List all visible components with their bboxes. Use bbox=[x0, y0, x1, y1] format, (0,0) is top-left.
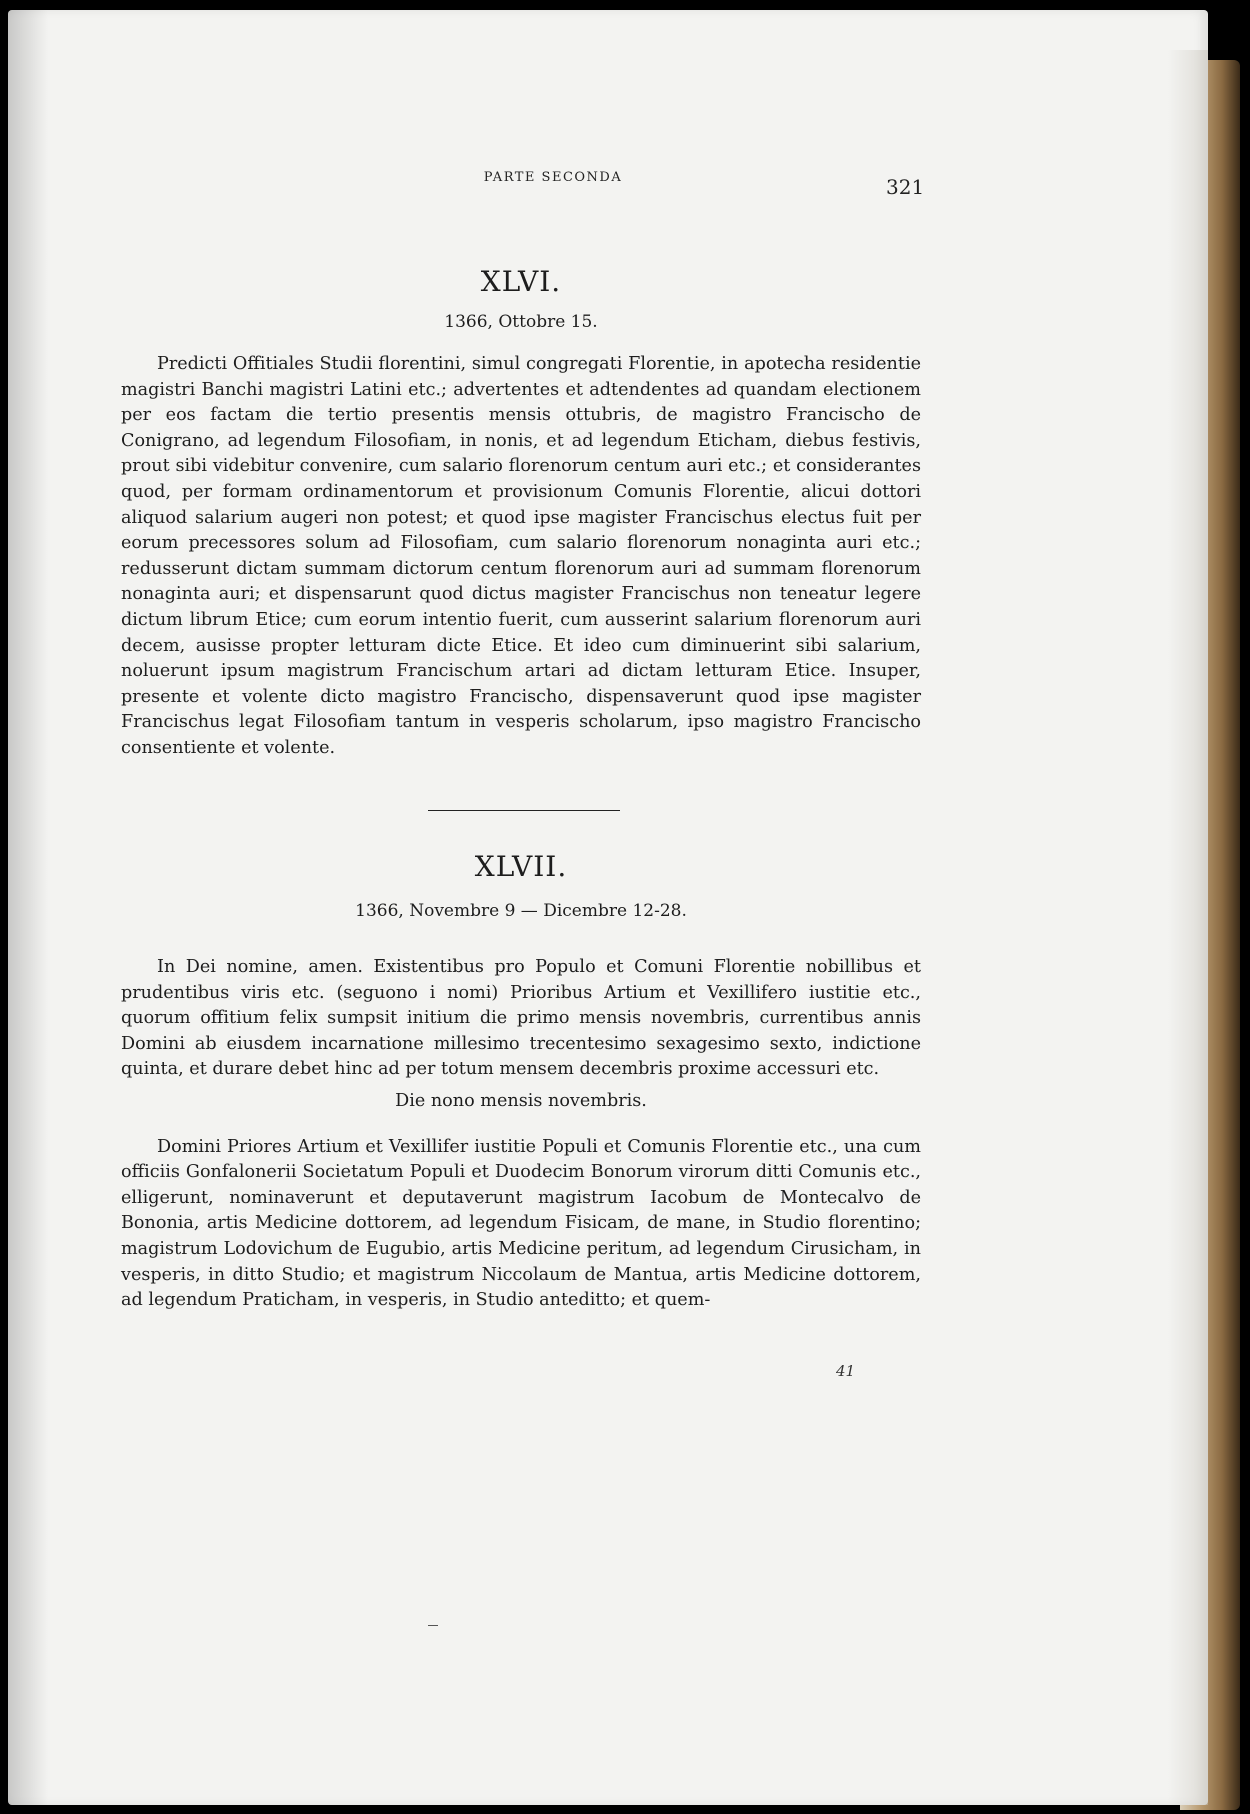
document-date: 1366, Novembre 9 — Dicembre 12-28. bbox=[355, 901, 687, 921]
document-xlvi bbox=[121, 265, 921, 762]
running-head bbox=[8, 170, 1208, 185]
section-divider bbox=[428, 810, 620, 811]
document-subheading: Die nono mensis novembris. bbox=[395, 1090, 647, 1111]
running-title: PARTE SECONDA bbox=[483, 170, 623, 185]
document-date: 1366, Ottobre 15. bbox=[444, 312, 598, 332]
stray-mark bbox=[428, 1625, 438, 1626]
book-page bbox=[8, 10, 1208, 1805]
document-paragraph: Domini Priores Artium et Vexillifer iustitie Populi et Comunis Florentie etc., una cum officiis Gonfalonerii Societatum Populi et Duodecim Bonorum virorum ditti Comunis etc., elligerunt, nominaverunt et deputaverunt magistrum Iacobum de Montecalvo de Bononia, artis Medicine dottorem, ad legendum Fisicam, de mane, in Studio florentino; magistrum Lodovichum de Eugubio, artis Medicine peritum, ad legendum Cirusicham, in vesperis, in ditto Studio; et magistrum Niccolaum de Mantua, artis Medicine dottorem, ad legendum Praticham, in vesperis, in Studio anteditto; et quem- bbox=[121, 1136, 921, 1311]
document-paragraph: In Dei nomine, amen. Existentibus pro Populo et Comuni Florentie nobillibus et prudentibus viris etc. (seguono i nomi) Prioribus Artium et Vexillifero iustitie etc., quorum offitium felix sumpsit initium die primo mensis novembris, currentibus annis Domini ab eiusdem incarnatione millesimo trecentesimo sexagesimo sexto, indictione quinta, et durare debet hinc ad per totum mensem decembris proxime accessuri etc. bbox=[121, 957, 921, 1080]
signature-mark: 41 bbox=[836, 1362, 856, 1380]
page-edge-shading bbox=[1168, 50, 1208, 1805]
spine-shadow bbox=[8, 10, 48, 1805]
document-xlvii bbox=[121, 850, 921, 1314]
document-numeral: XLVI. bbox=[480, 265, 562, 298]
page-number: 321 bbox=[886, 175, 925, 199]
document-numeral: XLVII. bbox=[474, 850, 568, 883]
document-paragraph: Predicti Offitiales Studii florentini, simul congregati Florentie, in apotecha residentie magistri Banchi magistri Latini etc.; advertentes et adtendentes ad quandam electionem per eos factam die tertio presentis mensis ottubris, de magistro Francischo de Conigrano, ad legendum Filosofiam, in nonis, et ad legendum Eticham, diebus festivis, prout sibi videbitur convenire, cum salario florenorum centum auri etc.; et considerantes quod, per formam ordinamentorum et provisionum Comunis Florentie, alicui dottori aliquod salarium augeri non potest; et quod ipse magister Francischus electus fuit per eorum precessores solum ad Filosofiam, cum salario florenorum nonaginta auri etc.; redusserunt dictam summam dictorum centum florenorum auri ad summam florenorum nonaginta auri; et dispensarunt quod dictus magister Francischus non teneatur legere dictum librum Etice; cum eorum intentio fuerit, cum ausserint salarium florenorum auri decem, ausisse propter letturam dicte Etice. Et ideo cum diminuerint sibi salarium, noluerunt ipsum magistrum Francischum artari ad dictam letturam Etice. Insuper, presente et volente dicto magistro Francischo, dispensaverunt quod ipse magister Francischus legat Filosofiam tantum in vesperis scholarum, ipso magistro Francischo consentiente et volente. bbox=[121, 354, 921, 758]
